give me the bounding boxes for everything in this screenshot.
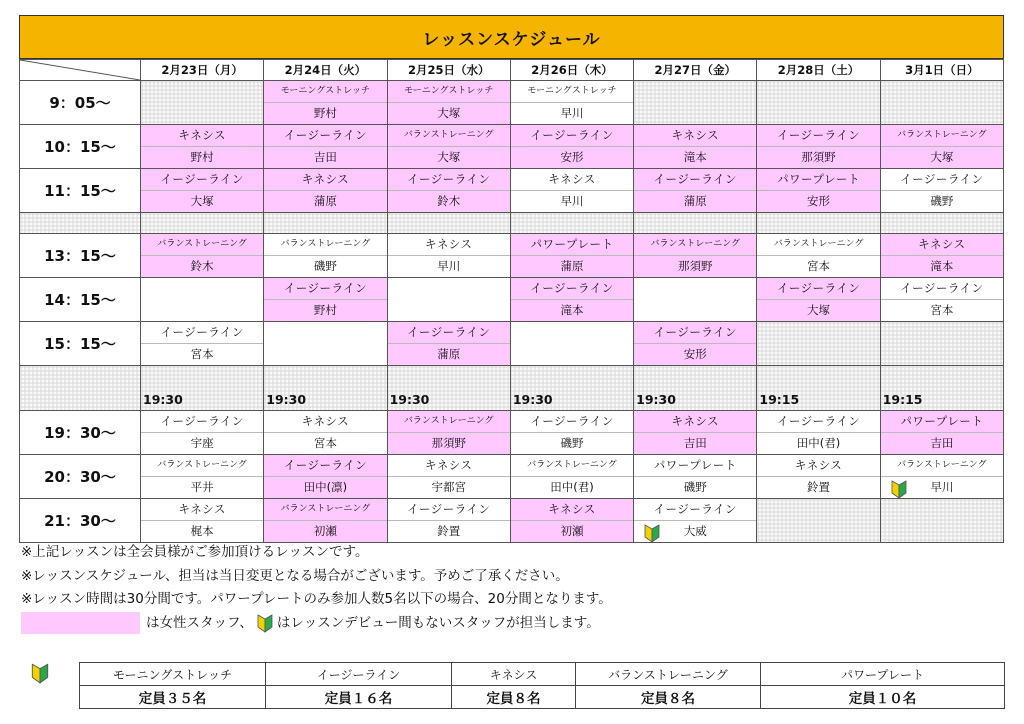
lesson-cell [510,169,633,213]
break-cell [264,213,387,234]
instructor-text: 大塚 [190,194,214,208]
lesson-cell [264,455,387,499]
evening-start-time: 19:30 [512,392,553,407]
instructor-text: 田中(凛) [303,480,348,494]
instructor-text: 磯野 [313,259,337,273]
lesson-name: バランストレーニング [141,234,263,256]
instructor-name [264,477,386,498]
instructor-text: 蒲原 [437,347,461,361]
instructor-name [634,191,756,212]
instructor-text: 蒲原 [683,194,707,208]
lesson-name: イージーライン [757,411,879,433]
instructor-name [264,256,386,277]
instructor-name [511,521,633,542]
instructor-text: 平井 [190,480,214,494]
empty-cell [510,322,633,366]
lesson-cell [387,322,510,366]
instructor-text: 野村 [190,150,214,164]
lesson-cell [387,499,510,543]
note-1: ※上記レッスンは全会員様がご参加頂けるレッスンです。 [21,544,369,560]
instructor-text: 早川 [437,259,461,273]
instructor-name [757,256,879,277]
lesson-name: キネシス [141,125,263,147]
day-header: 2月27日（金） [634,60,757,81]
lesson-name: バランストレーニング [141,455,263,477]
lesson-cell [264,234,387,278]
instructor-text: 田中(君) [550,480,594,494]
instructor-text: 宇座 [190,436,214,450]
lesson-cell [387,234,510,278]
lesson-cell [880,169,1003,213]
time-slot-row [20,455,1004,499]
instructor-name [141,433,263,454]
lesson-name: イージーライン [634,499,756,521]
instructor-text: 安形 [560,150,584,164]
lesson-name: キネシス [388,234,510,256]
instructor-name [388,521,510,542]
instructor-name [511,191,633,212]
capacity-limits-row [80,686,1005,709]
time-slot-row [20,499,1004,543]
lesson-name: キネシス [511,169,633,191]
instructor-text: 滝本 [560,303,584,317]
time-label: 11：15～ [20,169,141,213]
lesson-cell [634,322,757,366]
evening-start-time: 19:30 [143,392,183,407]
empty-cell [757,499,880,543]
lesson-name: イージーライン [388,169,510,191]
instructor-name [264,433,386,454]
lesson-cell [141,455,264,499]
lesson-name: イージーライン [511,278,633,300]
lesson-name: バランストレーニング [388,411,510,433]
legend-line [21,612,612,636]
instructor-name [264,521,386,542]
instructor-text: 鈴木 [190,259,214,273]
lesson-cell [387,411,510,455]
instructor-text: 安形 [683,347,707,361]
capacity-limit: 定員１６名 [266,686,452,709]
time-slot-row [20,411,1004,455]
instructor-text: 滝本 [930,259,954,273]
instructor-text: 宮本 [190,347,214,361]
lesson-cell [387,169,510,213]
lesson-name: バランストレーニング [634,234,756,256]
instructor-name [634,344,756,365]
lesson-cell [264,499,387,543]
lesson-cell [264,125,387,169]
lesson-cell [141,499,264,543]
lesson-cell [634,499,757,543]
capacity-limit: 定員１０名 [761,686,1005,709]
lesson-cell [510,234,633,278]
instructor-name [141,147,263,168]
evening-start-cell [264,366,387,411]
instructor-name [757,477,879,498]
instructor-name [388,477,510,498]
lesson-name: モーニングストレッチ [388,81,510,103]
instructor-text: 大塚 [437,106,461,120]
lesson-name: パワープレート [757,169,879,191]
time-label: 15：15～ [20,322,141,366]
instructor-name [388,344,510,365]
lesson-cell [634,455,757,499]
instructor-text: 早川 [560,194,584,208]
instructor-name [264,103,386,124]
break-cell [387,213,510,234]
instructor-name [634,521,756,542]
instructor-text: 田中(君) [796,436,841,450]
lesson-cell [387,455,510,499]
lesson-name: イージーライン [634,322,756,344]
female-staff-swatch [21,612,140,634]
lesson-cell [510,455,633,499]
lesson-name: キネシス [511,499,633,521]
lesson-cell [757,169,880,213]
note-2: ※レッスンスケジュール、担当は当日変更となる場合がございます。予めご了承ください。 [21,567,569,584]
break-cell [510,213,633,234]
capacity-limit: 定員８名 [576,686,761,709]
time-label: 14：15～ [20,278,141,322]
time-label: 10：15～ [20,125,141,169]
empty-cell [634,278,757,322]
lesson-name: バランストレーニング [511,455,633,477]
empty-cell [141,278,264,322]
capacity-lesson-name: バランストレーニング [576,663,761,686]
notes [21,541,612,635]
instructor-text: 磯野 [683,480,707,494]
time-label: 19：30～ [20,411,141,455]
lesson-name: キネシス [141,499,263,521]
instructor-text: 大塚 [807,303,831,317]
empty-cell [264,322,387,366]
lesson-cell [510,125,633,169]
instructor-name [388,433,510,454]
lesson-name: モーニングストレッチ [511,81,633,103]
lesson-name: イージーライン [388,322,510,344]
instructor-text: 宇都宮 [431,480,466,494]
instructor-text: 蒲原 [560,259,584,273]
instructor-name [511,300,633,321]
time-slot-row [20,125,1004,169]
evening-start-cell [510,366,633,411]
instructor-name [757,433,879,454]
lesson-name: イージーライン [881,278,1003,300]
evening-start-time: 19:30 [266,392,307,407]
instructor-name [757,300,879,321]
instructor-name [141,191,263,212]
lesson-cell [634,411,757,455]
evening-start-time: 19:30 [636,392,676,407]
instructor-name [881,147,1003,168]
empty-cell [880,322,1003,366]
instructor-name [881,256,1003,277]
lesson-name: イージーライン [264,278,386,300]
time-label: 13：15～ [20,234,141,278]
capacity-table [79,662,1005,709]
instructor-text: 大塚 [437,150,461,164]
break-cell [880,213,1003,234]
time-slot-row [20,169,1004,213]
empty-cell [757,81,880,125]
capacity-names-row [80,663,1005,686]
capacity-lesson-name: パワープレート [761,663,1005,686]
instructor-name [264,147,386,168]
time-slot-row [20,234,1004,278]
instructor-text: 鈴置 [437,524,461,538]
lesson-cell [757,455,880,499]
lesson-cell [880,278,1003,322]
lesson-name: パワープレート [881,411,1003,433]
day-header: 2月26日（木） [510,60,633,81]
instructor-name [757,147,879,168]
instructor-text: 大塚 [930,150,954,164]
lesson-name: イージーライン [757,278,879,300]
instructor-name [141,521,263,542]
day-header: 2月25日（水） [387,60,510,81]
lesson-cell [757,234,880,278]
lesson-cell [141,169,264,213]
lesson-cell [141,322,264,366]
capacity-lesson-name: イージーライン [266,663,452,686]
lesson-cell [387,81,510,125]
lesson-cell [264,169,387,213]
lesson-name: イージーライン [264,455,386,477]
corner-cell [20,60,141,81]
lesson-cell [387,125,510,169]
instructor-text: 那須野 [801,150,836,164]
lesson-cell [757,125,880,169]
lesson-name: キネシス [881,234,1003,256]
lesson-cell [880,411,1003,455]
instructor-text: 早川 [930,480,954,494]
schedule-table [19,59,1004,543]
instructor-text: 鈴木 [437,194,461,208]
instructor-text: 宮本 [807,259,831,273]
instructor-text: 初瀬 [560,524,584,538]
lesson-name: バランストレーニング [264,234,386,256]
instructor-name [388,103,510,124]
lesson-name: イージーライン [141,322,263,344]
day-header: 2月23日（月） [141,60,264,81]
instructor-name [141,256,263,277]
instructor-name [264,300,386,321]
evening-start-cell [141,366,264,411]
instructor-name [634,256,756,277]
beginner-mark-icon [31,662,49,684]
day-header: 2月24日（火） [264,60,387,81]
evening-start-cell [757,366,880,411]
lesson-cell [264,278,387,322]
legend-female-text: は女性スタッフ、 [146,614,253,631]
lesson-name: キネシス [634,125,756,147]
instructor-name [511,147,633,168]
instructor-name [881,433,1003,454]
lesson-cell [510,499,633,543]
time-label: 9：05～ [20,81,141,125]
evening-start-time: 19:15 [759,392,800,407]
instructor-name [634,477,756,498]
evening-start-cell [387,366,510,411]
capacity-lesson-name: キネシス [452,663,576,686]
time-slot-row [20,81,1004,125]
lesson-name: キネシス [757,455,879,477]
lesson-name: イージーライン [141,411,263,433]
empty-cell [141,81,264,125]
break-cell [757,213,880,234]
instructor-name [511,103,633,124]
lesson-name: バランストレーニング [388,125,510,147]
break-cell [634,213,757,234]
time-label: 21：30～ [20,499,141,543]
lesson-cell [757,411,880,455]
instructor-name [388,256,510,277]
lesson-name: イージーライン [511,125,633,147]
instructor-text: 初瀬 [313,524,337,538]
beginner-mark-icon [257,613,273,633]
lesson-name: キネシス [264,169,386,191]
lesson-name: キネシス [634,411,756,433]
lesson-cell [264,81,387,125]
instructor-name [388,191,510,212]
instructor-text: 磯野 [930,194,954,208]
day-header: 2月28日（土） [757,60,880,81]
legend-newbie-text: はレッスンデビュー間もないスタッフが担当します。 [276,614,600,631]
lesson-cell [510,278,633,322]
instructor-name [634,433,756,454]
lesson-name: バランストレーニング [881,455,1003,477]
lesson-name: モーニングストレッチ [264,81,386,103]
lesson-cell [757,278,880,322]
empty-cell [880,81,1003,125]
instructor-name [264,191,386,212]
lesson-cell [264,411,387,455]
instructor-text: 那須野 [431,436,466,450]
break-cell [20,366,141,411]
instructor-name [511,433,633,454]
capacity-lesson-name: モーニングストレッチ [80,663,266,686]
instructor-text: 梶本 [190,524,214,538]
lesson-name: パワープレート [634,455,756,477]
evening-start-cell [634,366,757,411]
day-header: 3月1日（日） [880,60,1003,81]
empty-cell [387,278,510,322]
instructor-text: 野村 [313,106,337,120]
instructor-text: 野村 [313,303,337,317]
lesson-cell [880,125,1003,169]
lesson-name: イージーライン [141,169,263,191]
capacity-limit: 定員８名 [452,686,576,709]
day-header-row [20,60,1004,81]
lesson-name: バランストレーニング [757,234,879,256]
evening-start-cell [880,366,1003,411]
instructor-text: 早川 [560,106,584,120]
instructor-name [511,256,633,277]
lesson-cell [880,455,1003,499]
evening-start-row [20,366,1004,411]
instructor-text: 吉田 [930,436,954,450]
lesson-cell [880,234,1003,278]
lesson-name: イージーライン [881,169,1003,191]
time-slot-row [20,322,1004,366]
time-slot-row [20,278,1004,322]
schedule-title: レッスンスケジュール [19,15,1004,59]
instructor-text: 大威 [683,524,707,538]
time-label: 20：30～ [20,455,141,499]
lesson-name: キネシス [388,455,510,477]
instructor-text: 磯野 [560,436,584,450]
instructor-name [881,191,1003,212]
instructor-name [881,300,1003,321]
schedule-sheet [19,15,1004,543]
lesson-name: イージーライン [388,499,510,521]
instructor-name [141,477,263,498]
lesson-cell [141,234,264,278]
instructor-text: 宮本 [930,303,954,317]
instructor-text: 鈴置 [807,480,831,494]
lesson-name: バランストレーニング [881,125,1003,147]
lesson-name: イージーライン [757,125,879,147]
instructor-text: 那須野 [678,259,713,273]
lesson-cell [634,234,757,278]
instructor-name [511,477,633,498]
lesson-cell [510,411,633,455]
instructor-text: 宮本 [313,436,337,450]
lesson-name: イージーライン [511,411,633,433]
instructor-name [388,147,510,168]
empty-cell [880,499,1003,543]
lesson-cell [141,125,264,169]
lesson-name: キネシス [264,411,386,433]
lunch-break-row [20,213,1004,234]
empty-cell [634,81,757,125]
instructor-text: 安形 [807,194,831,208]
lesson-name: イージーライン [264,125,386,147]
lesson-cell [510,81,633,125]
empty-cell [757,322,880,366]
instructor-name [757,191,879,212]
instructor-text: 吉田 [313,150,337,164]
evening-start-time: 19:15 [882,392,923,407]
instructor-name [634,147,756,168]
beginner-mark-icon [644,523,660,541]
instructor-text: 吉田 [683,436,707,450]
capacity-limit: 定員３５名 [80,686,266,709]
lesson-name: イージーライン [634,169,756,191]
lesson-cell [634,169,757,213]
instructor-name [141,344,263,365]
note-3: ※レッスン時間は30分間です。パワープレートのみ参加人数5名以下の場合、20分間となります。 [21,591,612,607]
lesson-cell [141,411,264,455]
beginner-mark-icon [891,479,907,497]
break-cell [141,213,264,234]
lesson-name: バランストレーニング [264,499,386,521]
evening-start-time: 19:30 [389,392,430,407]
instructor-text: 滝本 [683,150,707,164]
instructor-text: 蒲原 [313,194,337,208]
lesson-cell [634,125,757,169]
lesson-name: パワープレート [511,234,633,256]
break-cell [20,213,141,234]
instructor-name [881,477,1003,498]
